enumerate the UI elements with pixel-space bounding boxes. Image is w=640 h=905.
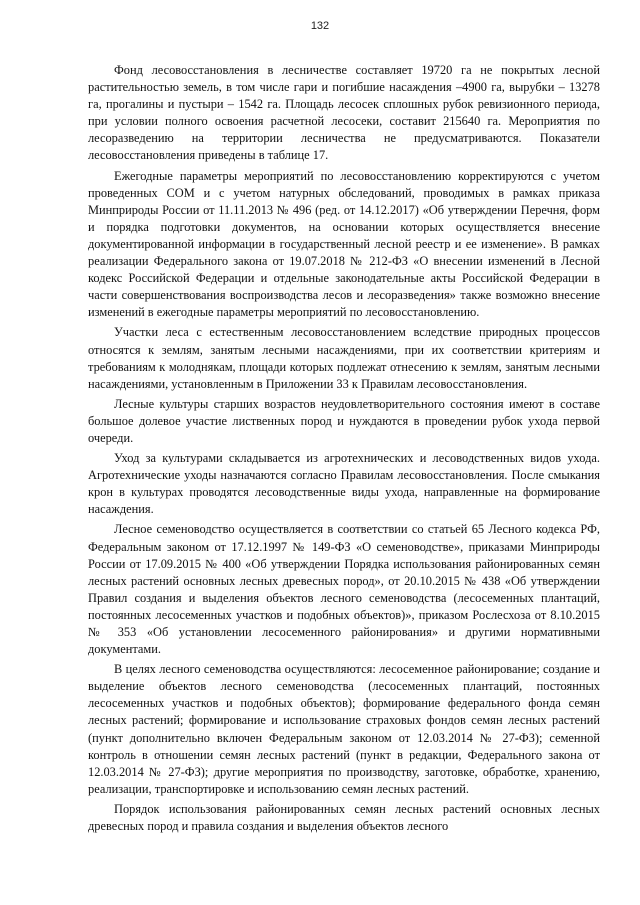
paragraph-natural-regeneration: Участки леса с естественным лесовосстановлением вследствие природных процессов относятся к землям, занятым лесными насаждениями, при их соответствии критериям и требованиям к молоднякам, площади которых подлежат отнесению к землям, занятым лесными насаждениями, установленным в Приложении 33 к Правилам лесовосстановления.	[88, 325, 600, 391]
paragraph-older-cultures: Лесные культуры старших возрастов неудовлетворительного состояния имеют в составе большое долевое участие лиственных пород и нуждаются в проведении рубок ухода первой очереди.	[88, 396, 600, 445]
paragraph-seed-production-law: Лесное семеноводство осуществляется в соответствии со статьей 65 Лесного кодекса РФ, Федеральным законом от 17.12.1997 № 149-ФЗ «О семеноводстве», приказами Минприроды России от 17.09.2015 № 400 «Об утверждении Порядка использования районированных семян лесных растений основных лесных древесных пород», от 20.10.2015 № 438 «Об утверждении Правил создания и выделения объектов лесного семеноводства (лесосеменных плантаций, постоянных лесосеменных участков и подобных объектов)», приказом Рослесхоза от 8.10.2015 № 353 «Об установлении лесосеменного районирования» и другими нормативными документами.	[88, 522, 600, 657]
paragraph-reforestation-fund: Фонд лесовосстановления в лесничестве составляет 19720 га не покрытых лесной растительностью земель, в том числе гари и погибшие насаждения –4900 га, вырубки – 13278 га, прогалины и пустыри – 1542 га. Площадь лесосек сплошных рубок ревизионного периода, при условии полного освоения расчетной лесосеки, составит 215640 га. Мероприятия по лесоразведению на территории лесничества не предусматриваются. Показатели лесовосстановления приведены в таблице 17.	[88, 63, 600, 163]
paragraph-seed-production-goals: В целях лесного семеноводства осуществляются: лесосеменное районирование; создание и выделение объектов лесного семеноводства (лесосеменных плантаций, постоянных лесосеменных участков и подобных объектов); формирование федерального фонда семян лесных растений; формирование и использование страховых фондов семян лесных растений (пункт дополнительно включен Федеральным законом от 12.03.2014 № 27-ФЗ); семенной контроль в отношении семян лесных растений (пункт в редакции, Федерального закона от 12.03.2014 № 27-ФЗ); другие мероприятия по производству, заготовке, обработке, хранению, реализации, транспортировке и использованию семян лесных растений.	[88, 662, 600, 796]
paragraph-annual-parameters: Ежегодные параметры мероприятий по лесовосстановлению корректируются с учетом проведенных СОМ и с учетом натурных обследований, проводимых в рамках приказа Минприроды России от 11.11.2013 № 496 (ред. от 14.12.2017) «Об утверждении Перечня, форм и порядка подготовки документов, на основании которых осуществляется внесение документированной информации в государственный лесной реестр и ее изменение». В рамках реализации Федерального закона от 19.07.2018 № 212-ФЗ «О внесении изменений в Лесной кодекс Российской Федерации и отдельные законодательные акты Российской Федерации в части совершенствования воспроизводства лесов и лесоразведения» также возможно внесение изменений в ежегодные параметры мероприятий по лесовосстановлению.	[88, 168, 600, 320]
paragraph-seed-usage-order: Порядок использования районированных семян лесных растений основных лесных древесных пород и правила создания и выделения объектов лесного	[88, 801, 600, 834]
paragraph-culture-care: Уход за культурами складывается из агротехнических и лесоводственных видов ухода. Агротехнические уходы назначаются согласно Правилам лесовосстановления. После смыкания крон в культурах проводятся лесоводственные виды ухода, направленные на формирование насаждения.	[88, 451, 600, 517]
page-number: 132	[310, 20, 330, 32]
document-body	[88, 62, 600, 838]
